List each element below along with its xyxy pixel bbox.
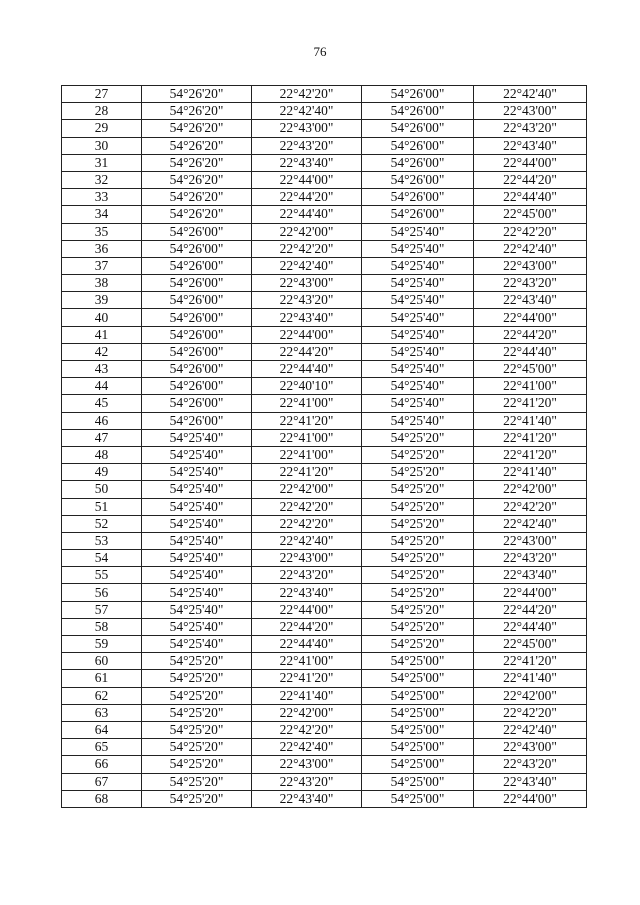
latitude-start-cell: 54°25'20" (142, 773, 252, 790)
latitude-end-cell: 54°25'20" (362, 618, 474, 635)
point-number-cell: 29 (62, 120, 142, 137)
latitude-start-cell: 54°25'40" (142, 532, 252, 549)
point-number-cell: 40 (62, 309, 142, 326)
coordinates-table (61, 85, 587, 808)
longitude-end-cell: 22°43'20" (474, 756, 587, 773)
longitude-start-cell: 22°43'00" (252, 120, 362, 137)
latitude-end-cell: 54°25'20" (362, 481, 474, 498)
point-number-cell: 66 (62, 756, 142, 773)
table-row (62, 395, 587, 412)
latitude-end-cell: 54°25'20" (362, 498, 474, 515)
table-row (62, 378, 587, 395)
longitude-end-cell: 22°41'20" (474, 395, 587, 412)
longitude-end-cell: 22°42'20" (474, 704, 587, 721)
table-row (62, 464, 587, 481)
longitude-end-cell: 22°44'40" (474, 618, 587, 635)
latitude-end-cell: 54°25'20" (362, 636, 474, 653)
table-row (62, 636, 587, 653)
longitude-end-cell: 22°42'00" (474, 687, 587, 704)
point-number-cell: 62 (62, 687, 142, 704)
longitude-end-cell: 22°41'20" (474, 446, 587, 463)
latitude-end-cell: 54°25'00" (362, 687, 474, 704)
table-row (62, 446, 587, 463)
table-row (62, 721, 587, 738)
point-number-cell: 41 (62, 326, 142, 343)
table-row (62, 601, 587, 618)
longitude-end-cell: 22°41'40" (474, 464, 587, 481)
point-number-cell: 37 (62, 257, 142, 274)
latitude-start-cell: 54°25'40" (142, 481, 252, 498)
longitude-start-cell: 22°42'20" (252, 721, 362, 738)
latitude-start-cell: 54°26'20" (142, 206, 252, 223)
latitude-start-cell: 54°25'40" (142, 498, 252, 515)
latitude-start-cell: 54°25'20" (142, 704, 252, 721)
longitude-start-cell: 22°42'40" (252, 532, 362, 549)
table-row (62, 584, 587, 601)
longitude-start-cell: 22°42'00" (252, 481, 362, 498)
longitude-start-cell: 22°41'00" (252, 395, 362, 412)
latitude-start-cell: 54°25'40" (142, 584, 252, 601)
longitude-end-cell: 22°44'00" (474, 154, 587, 171)
longitude-start-cell: 22°42'00" (252, 223, 362, 240)
point-number-cell: 28 (62, 103, 142, 120)
longitude-end-cell: 22°43'20" (474, 275, 587, 292)
point-number-cell: 42 (62, 343, 142, 360)
table-row (62, 515, 587, 532)
table-row (62, 550, 587, 567)
latitude-end-cell: 54°25'00" (362, 704, 474, 721)
longitude-end-cell: 22°43'00" (474, 739, 587, 756)
longitude-end-cell: 22°44'20" (474, 326, 587, 343)
point-number-cell: 36 (62, 240, 142, 257)
table-row (62, 790, 587, 807)
latitude-start-cell: 54°26'20" (142, 189, 252, 206)
longitude-end-cell: 22°43'00" (474, 257, 587, 274)
longitude-start-cell: 22°44'00" (252, 171, 362, 188)
point-number-cell: 57 (62, 601, 142, 618)
longitude-start-cell: 22°43'40" (252, 584, 362, 601)
longitude-end-cell: 22°43'40" (474, 773, 587, 790)
longitude-start-cell: 22°43'40" (252, 790, 362, 807)
latitude-start-cell: 54°26'20" (142, 103, 252, 120)
point-number-cell: 52 (62, 515, 142, 532)
longitude-start-cell: 22°41'00" (252, 653, 362, 670)
latitude-start-cell: 54°25'20" (142, 790, 252, 807)
longitude-start-cell: 22°44'20" (252, 618, 362, 635)
point-number-cell: 32 (62, 171, 142, 188)
point-number-cell: 60 (62, 653, 142, 670)
table-row (62, 103, 587, 120)
latitude-end-cell: 54°25'40" (362, 412, 474, 429)
latitude-end-cell: 54°26'00" (362, 86, 474, 103)
table-row (62, 481, 587, 498)
longitude-start-cell: 22°44'40" (252, 206, 362, 223)
latitude-end-cell: 54°25'40" (362, 395, 474, 412)
table-row (62, 240, 587, 257)
latitude-start-cell: 54°25'20" (142, 721, 252, 738)
latitude-end-cell: 54°26'00" (362, 154, 474, 171)
table-row (62, 704, 587, 721)
point-number-cell: 45 (62, 395, 142, 412)
point-number-cell: 50 (62, 481, 142, 498)
table-row (62, 275, 587, 292)
longitude-start-cell: 22°42'20" (252, 498, 362, 515)
longitude-end-cell: 22°42'20" (474, 498, 587, 515)
longitude-end-cell: 22°41'20" (474, 429, 587, 446)
latitude-start-cell: 54°26'20" (142, 120, 252, 137)
longitude-start-cell: 22°44'40" (252, 361, 362, 378)
latitude-start-cell: 54°26'00" (142, 361, 252, 378)
table-row (62, 532, 587, 549)
latitude-end-cell: 54°25'20" (362, 601, 474, 618)
point-number-cell: 35 (62, 223, 142, 240)
longitude-start-cell: 22°41'00" (252, 429, 362, 446)
point-number-cell: 68 (62, 790, 142, 807)
latitude-end-cell: 54°25'40" (362, 240, 474, 257)
table-row (62, 171, 587, 188)
latitude-start-cell: 54°26'00" (142, 292, 252, 309)
longitude-start-cell: 22°43'20" (252, 292, 362, 309)
longitude-end-cell: 22°44'00" (474, 584, 587, 601)
longitude-start-cell: 22°42'40" (252, 739, 362, 756)
latitude-end-cell: 54°25'20" (362, 429, 474, 446)
longitude-start-cell: 22°42'40" (252, 257, 362, 274)
longitude-end-cell: 22°42'40" (474, 515, 587, 532)
latitude-end-cell: 54°25'40" (362, 309, 474, 326)
table-row (62, 292, 587, 309)
point-number-cell: 39 (62, 292, 142, 309)
longitude-end-cell: 22°43'40" (474, 137, 587, 154)
longitude-end-cell: 22°43'40" (474, 567, 587, 584)
longitude-start-cell: 22°41'20" (252, 412, 362, 429)
latitude-end-cell: 54°25'20" (362, 567, 474, 584)
latitude-end-cell: 54°25'40" (362, 361, 474, 378)
longitude-start-cell: 22°41'40" (252, 687, 362, 704)
latitude-end-cell: 54°25'00" (362, 653, 474, 670)
longitude-start-cell: 22°43'20" (252, 137, 362, 154)
latitude-start-cell: 54°26'00" (142, 395, 252, 412)
longitude-end-cell: 22°41'40" (474, 412, 587, 429)
table-row (62, 120, 587, 137)
longitude-end-cell: 22°41'20" (474, 653, 587, 670)
longitude-start-cell: 22°43'40" (252, 154, 362, 171)
point-number-cell: 38 (62, 275, 142, 292)
latitude-start-cell: 54°26'00" (142, 257, 252, 274)
longitude-end-cell: 22°43'00" (474, 532, 587, 549)
longitude-start-cell: 22°44'00" (252, 326, 362, 343)
longitude-start-cell: 22°43'00" (252, 550, 362, 567)
latitude-end-cell: 54°25'40" (362, 223, 474, 240)
latitude-start-cell: 54°26'20" (142, 154, 252, 171)
longitude-end-cell: 22°42'00" (474, 481, 587, 498)
point-number-cell: 33 (62, 189, 142, 206)
latitude-end-cell: 54°25'00" (362, 790, 474, 807)
table-row (62, 687, 587, 704)
longitude-end-cell: 22°44'20" (474, 171, 587, 188)
latitude-start-cell: 54°26'00" (142, 326, 252, 343)
longitude-start-cell: 22°44'20" (252, 343, 362, 360)
latitude-end-cell: 54°25'00" (362, 721, 474, 738)
latitude-start-cell: 54°26'00" (142, 343, 252, 360)
longitude-start-cell: 22°42'20" (252, 86, 362, 103)
latitude-start-cell: 54°25'20" (142, 653, 252, 670)
latitude-end-cell: 54°25'40" (362, 343, 474, 360)
point-number-cell: 53 (62, 532, 142, 549)
latitude-start-cell: 54°25'40" (142, 550, 252, 567)
latitude-start-cell: 54°26'00" (142, 223, 252, 240)
point-number-cell: 27 (62, 86, 142, 103)
longitude-end-cell: 22°45'00" (474, 636, 587, 653)
longitude-start-cell: 22°43'40" (252, 309, 362, 326)
point-number-cell: 31 (62, 154, 142, 171)
latitude-end-cell: 54°25'40" (362, 292, 474, 309)
latitude-start-cell: 54°26'00" (142, 275, 252, 292)
point-number-cell: 59 (62, 636, 142, 653)
point-number-cell: 55 (62, 567, 142, 584)
coordinates-table-body (62, 86, 587, 808)
longitude-start-cell: 22°43'20" (252, 773, 362, 790)
table-row (62, 429, 587, 446)
latitude-end-cell: 54°25'40" (362, 326, 474, 343)
table-row (62, 739, 587, 756)
longitude-start-cell: 22°43'20" (252, 567, 362, 584)
latitude-start-cell: 54°26'00" (142, 309, 252, 326)
longitude-start-cell: 22°42'00" (252, 704, 362, 721)
latitude-start-cell: 54°26'00" (142, 378, 252, 395)
latitude-start-cell: 54°26'00" (142, 412, 252, 429)
point-number-cell: 64 (62, 721, 142, 738)
longitude-end-cell: 22°41'40" (474, 670, 587, 687)
longitude-end-cell: 22°42'40" (474, 721, 587, 738)
latitude-end-cell: 54°25'20" (362, 464, 474, 481)
point-number-cell: 44 (62, 378, 142, 395)
latitude-end-cell: 54°26'00" (362, 103, 474, 120)
latitude-start-cell: 54°25'20" (142, 670, 252, 687)
point-number-cell: 43 (62, 361, 142, 378)
table-row (62, 653, 587, 670)
latitude-end-cell: 54°26'00" (362, 206, 474, 223)
longitude-end-cell: 22°41'00" (474, 378, 587, 395)
point-number-cell: 49 (62, 464, 142, 481)
longitude-end-cell: 22°42'40" (474, 86, 587, 103)
latitude-start-cell: 54°26'20" (142, 171, 252, 188)
longitude-end-cell: 22°43'40" (474, 292, 587, 309)
longitude-end-cell: 22°42'20" (474, 223, 587, 240)
latitude-start-cell: 54°25'40" (142, 567, 252, 584)
point-number-cell: 30 (62, 137, 142, 154)
table-row (62, 343, 587, 360)
longitude-end-cell: 22°44'00" (474, 309, 587, 326)
table-row (62, 618, 587, 635)
latitude-end-cell: 54°25'00" (362, 739, 474, 756)
latitude-start-cell: 54°25'40" (142, 446, 252, 463)
latitude-start-cell: 54°26'20" (142, 137, 252, 154)
point-number-cell: 34 (62, 206, 142, 223)
latitude-end-cell: 54°25'00" (362, 756, 474, 773)
latitude-end-cell: 54°25'20" (362, 532, 474, 549)
table-row (62, 756, 587, 773)
table-row (62, 567, 587, 584)
latitude-end-cell: 54°26'00" (362, 189, 474, 206)
latitude-start-cell: 54°25'20" (142, 739, 252, 756)
longitude-end-cell: 22°42'40" (474, 240, 587, 257)
table-row (62, 189, 587, 206)
latitude-end-cell: 54°25'20" (362, 584, 474, 601)
latitude-end-cell: 54°25'40" (362, 378, 474, 395)
longitude-end-cell: 22°44'40" (474, 189, 587, 206)
table-row (62, 412, 587, 429)
latitude-end-cell: 54°25'00" (362, 670, 474, 687)
table-row (62, 361, 587, 378)
latitude-end-cell: 54°25'20" (362, 446, 474, 463)
point-number-cell: 48 (62, 446, 142, 463)
latitude-end-cell: 54°25'40" (362, 257, 474, 274)
table-row (62, 223, 587, 240)
latitude-end-cell: 54°25'20" (362, 515, 474, 532)
longitude-start-cell: 22°42'40" (252, 103, 362, 120)
table-row (62, 154, 587, 171)
longitude-start-cell: 22°44'20" (252, 189, 362, 206)
latitude-start-cell: 54°25'40" (142, 601, 252, 618)
longitude-end-cell: 22°44'20" (474, 601, 587, 618)
point-number-cell: 56 (62, 584, 142, 601)
table-row (62, 498, 587, 515)
latitude-start-cell: 54°25'40" (142, 429, 252, 446)
longitude-start-cell: 22°44'00" (252, 601, 362, 618)
latitude-start-cell: 54°25'40" (142, 464, 252, 481)
longitude-start-cell: 22°42'20" (252, 240, 362, 257)
latitude-start-cell: 54°26'20" (142, 86, 252, 103)
table-row (62, 309, 587, 326)
latitude-start-cell: 54°26'00" (142, 240, 252, 257)
latitude-end-cell: 54°26'00" (362, 120, 474, 137)
point-number-cell: 47 (62, 429, 142, 446)
longitude-start-cell: 22°43'00" (252, 756, 362, 773)
longitude-end-cell: 22°43'20" (474, 550, 587, 567)
latitude-end-cell: 54°26'00" (362, 171, 474, 188)
longitude-start-cell: 22°43'00" (252, 275, 362, 292)
table-row (62, 86, 587, 103)
longitude-end-cell: 22°44'40" (474, 343, 587, 360)
latitude-end-cell: 54°25'00" (362, 773, 474, 790)
table-row (62, 137, 587, 154)
longitude-start-cell: 22°40'10" (252, 378, 362, 395)
page-number: 76 (313, 44, 327, 59)
table-row (62, 257, 587, 274)
table-row (62, 670, 587, 687)
longitude-end-cell: 22°45'00" (474, 206, 587, 223)
longitude-end-cell: 22°43'20" (474, 120, 587, 137)
longitude-start-cell: 22°41'20" (252, 670, 362, 687)
latitude-end-cell: 54°26'00" (362, 137, 474, 154)
latitude-start-cell: 54°25'20" (142, 756, 252, 773)
latitude-start-cell: 54°25'20" (142, 687, 252, 704)
latitude-start-cell: 54°25'40" (142, 636, 252, 653)
point-number-cell: 67 (62, 773, 142, 790)
longitude-end-cell: 22°44'00" (474, 790, 587, 807)
point-number-cell: 65 (62, 739, 142, 756)
table-row (62, 326, 587, 343)
point-number-cell: 58 (62, 618, 142, 635)
point-number-cell: 46 (62, 412, 142, 429)
point-number-cell: 51 (62, 498, 142, 515)
longitude-end-cell: 22°45'00" (474, 361, 587, 378)
point-number-cell: 63 (62, 704, 142, 721)
point-number-cell: 61 (62, 670, 142, 687)
longitude-start-cell: 22°41'00" (252, 446, 362, 463)
table-row (62, 773, 587, 790)
table-row (62, 206, 587, 223)
latitude-start-cell: 54°25'40" (142, 618, 252, 635)
latitude-start-cell: 54°25'40" (142, 515, 252, 532)
longitude-start-cell: 22°41'20" (252, 464, 362, 481)
point-number-cell: 54 (62, 550, 142, 567)
longitude-end-cell: 22°43'00" (474, 103, 587, 120)
longitude-start-cell: 22°44'40" (252, 636, 362, 653)
longitude-start-cell: 22°42'20" (252, 515, 362, 532)
latitude-end-cell: 54°25'20" (362, 550, 474, 567)
latitude-end-cell: 54°25'40" (362, 275, 474, 292)
